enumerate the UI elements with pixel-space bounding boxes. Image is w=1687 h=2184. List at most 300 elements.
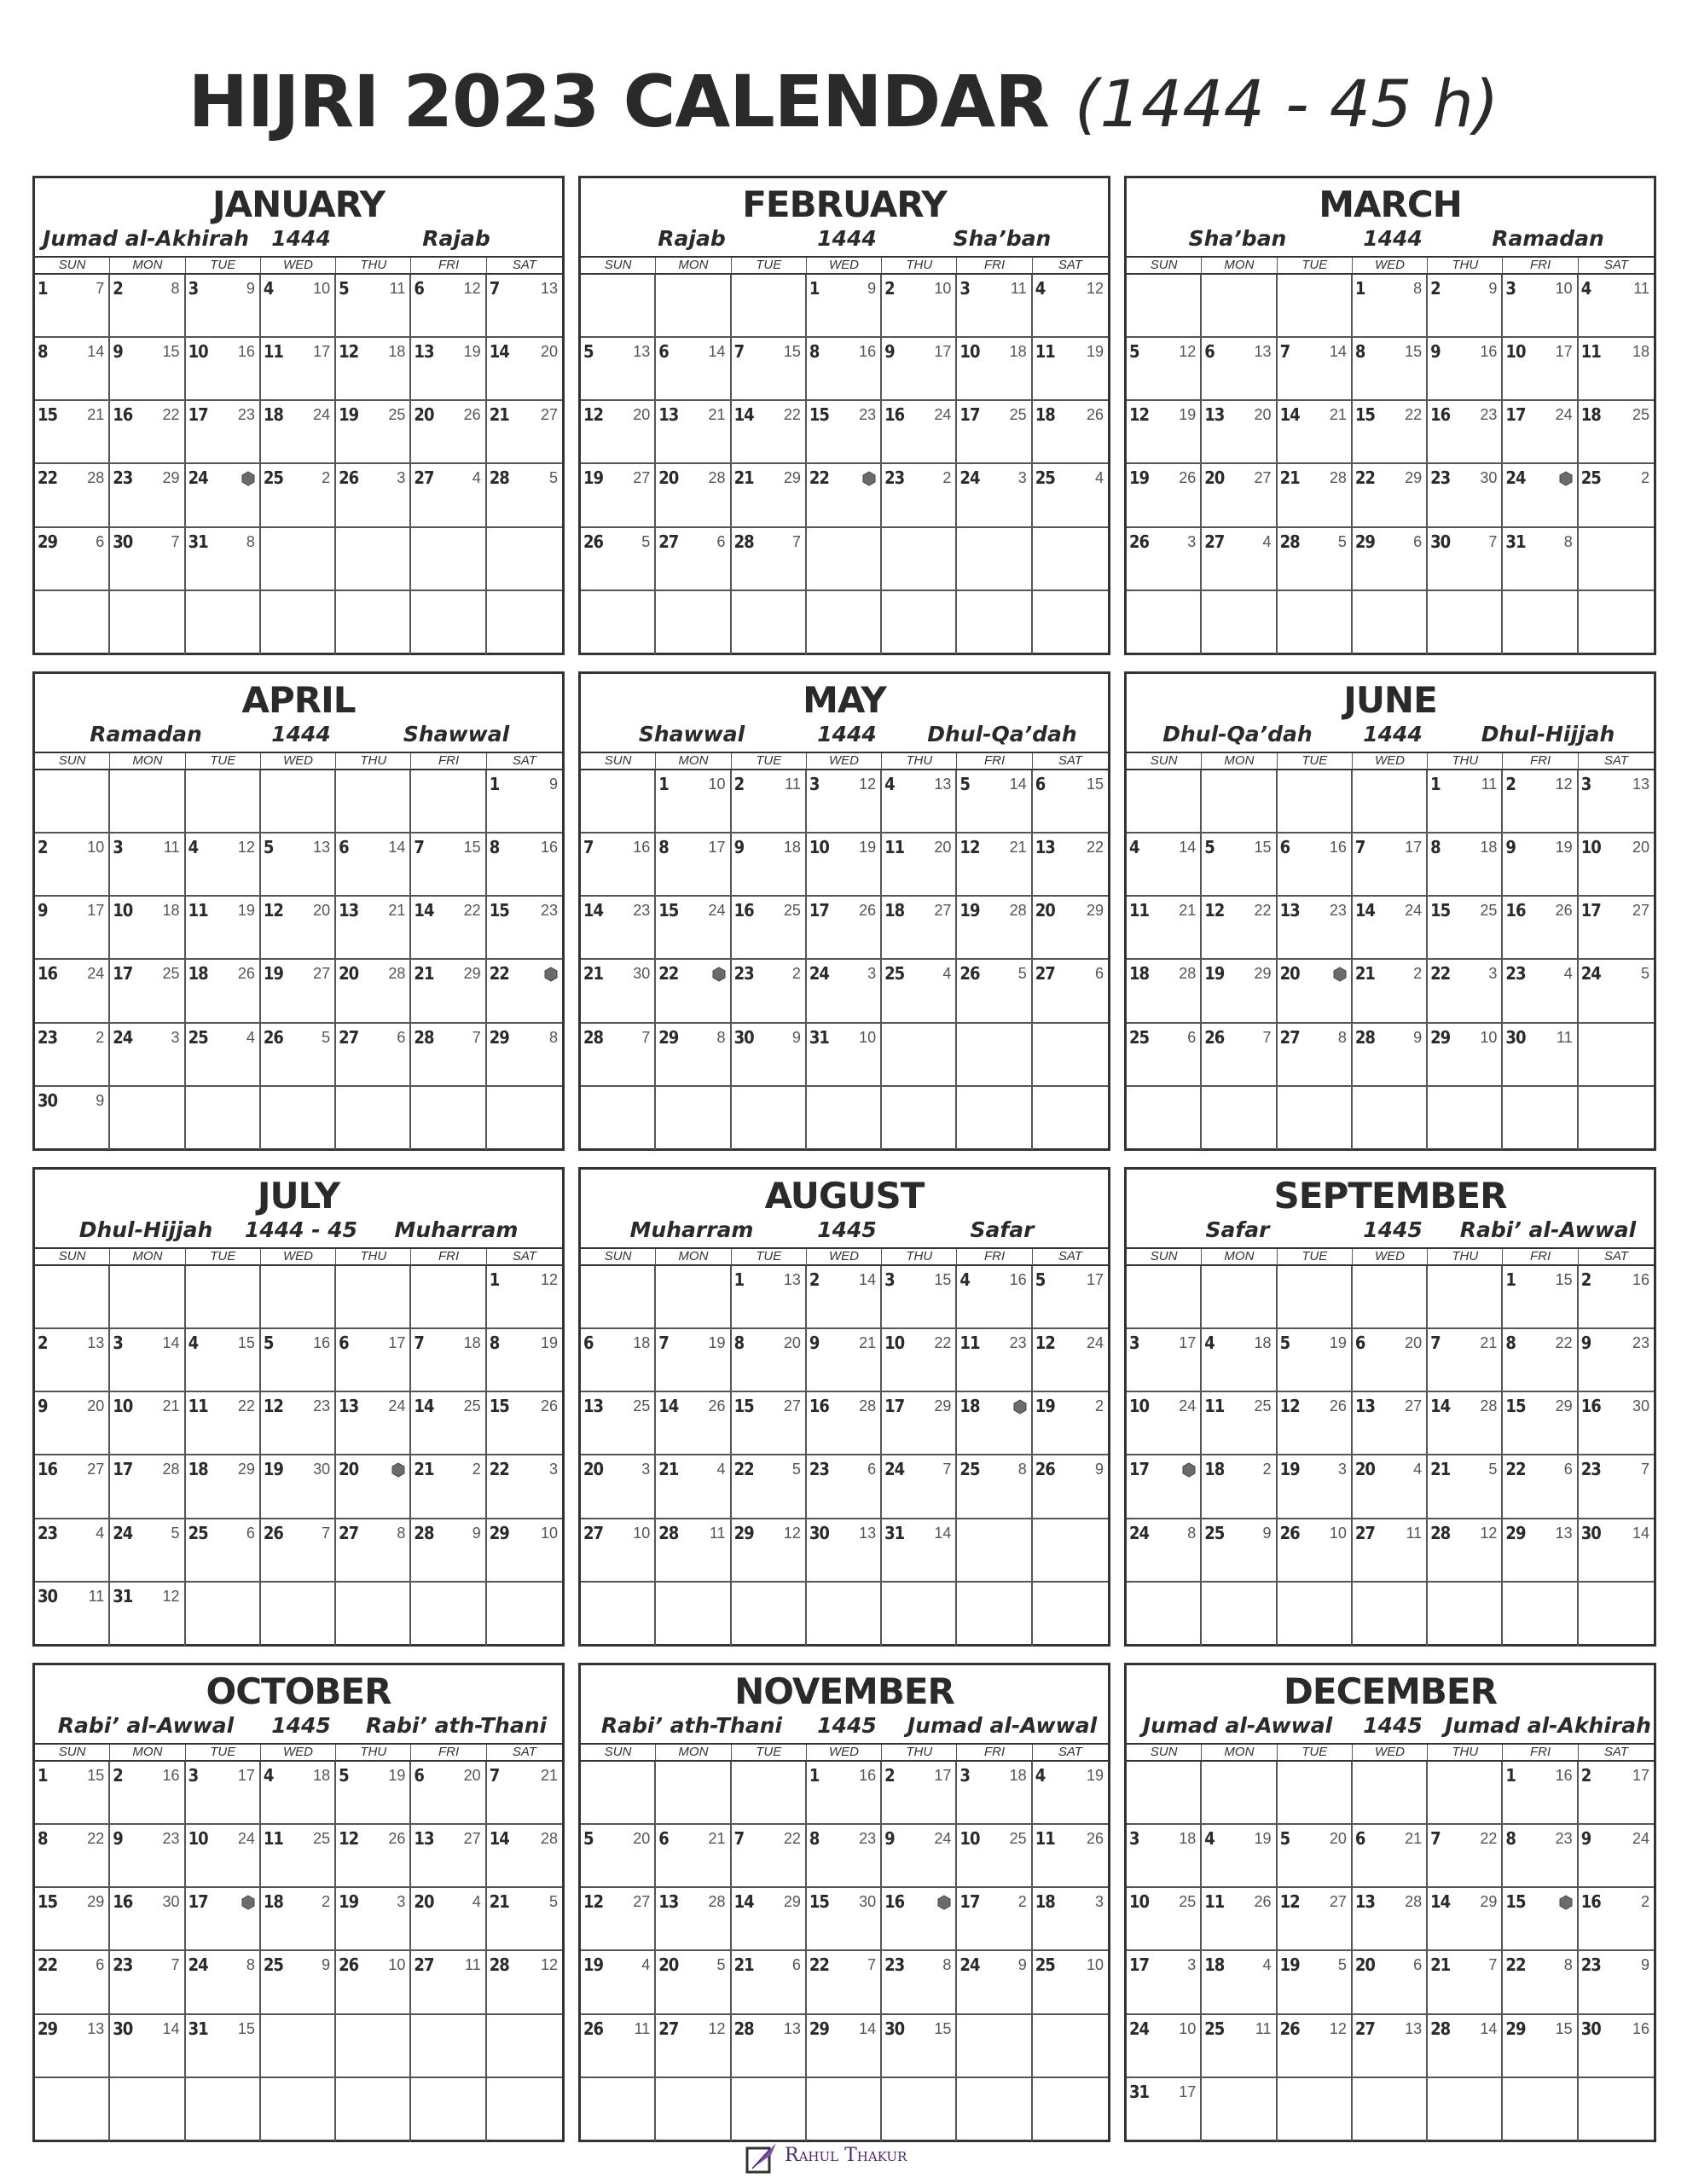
day-cell [110, 401, 185, 464]
day-cell [1503, 897, 1578, 960]
gregorian-day: 8 [489, 1333, 500, 1354]
gregorian-day: 9 [809, 1333, 820, 1354]
gregorian-day: 21 [583, 963, 604, 985]
day-cell [1353, 1024, 1428, 1087]
day-cell [882, 1762, 957, 1825]
hijri-month-end: Jumad al-Awwal [907, 1713, 1098, 1738]
day-cell [411, 1583, 486, 1646]
day-cell [807, 1888, 882, 1951]
hijri-day: 29 [783, 469, 801, 487]
day-cell [581, 1266, 656, 1329]
day-cell [336, 338, 411, 401]
hijri-day: 8 [1563, 532, 1573, 550]
day-cell [1127, 1583, 1202, 1646]
hijri-day: 7 [472, 1028, 481, 1046]
day-cell [1503, 834, 1578, 897]
hijri-day: 16 [1555, 1767, 1573, 1784]
hijri-day: 8 [1187, 1524, 1197, 1542]
day-cell [1278, 338, 1353, 401]
hijri-year: 1444 [817, 722, 877, 746]
gregorian-day: 29 [733, 1522, 754, 1543]
day-cell [186, 1762, 261, 1825]
hijri-day: 21 [162, 1397, 180, 1415]
day-cell [1579, 770, 1654, 834]
day-cell [882, 1392, 957, 1455]
day-cell [186, 2078, 261, 2141]
gregorian-day: 26 [339, 468, 359, 489]
day-cell [261, 275, 336, 338]
hijri-months-line [35, 1217, 562, 1246]
day-cell [110, 770, 185, 834]
gregorian-day: 2 [38, 837, 48, 858]
hijri-day: 10 [859, 1028, 877, 1046]
gregorian-day: 31 [884, 1522, 905, 1543]
day-cell [1503, 1024, 1578, 1087]
day-cell [1202, 1951, 1277, 2014]
gregorian-day: 12 [1204, 900, 1225, 921]
gregorian-day: 1 [489, 774, 500, 794]
hijri-day: 4 [641, 1956, 651, 1974]
weekday-header: MON [110, 1249, 185, 1266]
day-cell [186, 1392, 261, 1455]
day-cell [487, 1455, 562, 1519]
hijri-day: 29 [87, 1893, 105, 1911]
gregorian-day: 25 [1580, 468, 1601, 489]
day-cell [411, 1455, 486, 1519]
weekday-header: SAT [1033, 753, 1108, 770]
gregorian-day: 26 [263, 1026, 283, 1048]
hijri-day: 6 [716, 532, 726, 550]
gregorian-day: 8 [1505, 1828, 1516, 1850]
day-cell [1428, 1762, 1503, 1825]
hijri-day: 18 [1632, 343, 1649, 361]
day-cell [1202, 591, 1277, 654]
gregorian-day: 23 [38, 1026, 58, 1048]
day-cell [1278, 1888, 1353, 1951]
day-cell [581, 770, 656, 834]
gregorian-day: 5 [583, 341, 594, 363]
gregorian-day: 24 [1129, 2018, 1150, 2039]
hijri-day: 5 [1017, 965, 1027, 983]
hijri-day: 22 [463, 902, 481, 920]
gregorian-day: 20 [1035, 900, 1055, 921]
hijri-day: 12 [708, 2019, 726, 2037]
day-cell [1278, 1583, 1353, 1646]
hijri-day: 21 [1405, 1830, 1423, 1848]
weekday-header: WED [1353, 753, 1428, 770]
gregorian-day: 30 [884, 2018, 905, 2039]
day-cell [1579, 591, 1654, 654]
day-cell [882, 1024, 957, 1087]
hijri-months-line [1127, 1217, 1654, 1246]
day-cell [1353, 770, 1428, 834]
gregorian-day: 10 [884, 1333, 905, 1354]
gregorian-day: 11 [1129, 900, 1150, 921]
hijri-day: 6 [1413, 1956, 1423, 1974]
day-cell [186, 1888, 261, 1951]
hijri-day: 20 [540, 343, 558, 361]
gregorian-day: 13 [658, 1891, 679, 1913]
day-cell [261, 2078, 336, 2141]
hijri-day: 13 [87, 1334, 105, 1352]
day-cell [957, 1024, 1032, 1087]
day-cell [1353, 834, 1428, 897]
hijri-day: 28 [388, 965, 406, 983]
gregorian-day: 16 [884, 1891, 905, 1913]
day-cell [487, 464, 562, 527]
weekday-header: FRI [1503, 1249, 1578, 1266]
day-cell [1202, 1455, 1277, 1519]
day-cell [35, 1024, 110, 1087]
day-cell [110, 2078, 185, 2141]
hijri-month-end: Ramadan [1492, 226, 1604, 251]
hijri-day: 5 [1337, 1956, 1347, 1974]
day-cell [1202, 1825, 1277, 1888]
gregorian-day: 3 [1129, 1333, 1139, 1354]
hijri-day: 8 [942, 1956, 952, 1974]
gregorian-day: 10 [959, 1828, 980, 1850]
day-cell [35, 1266, 110, 1329]
hijri-day: 17 [388, 1334, 406, 1352]
day-cell [1353, 1455, 1428, 1519]
gregorian-day: 4 [188, 1333, 199, 1354]
day-grid [581, 1247, 1108, 1646]
hijri-day: 10 [1329, 1524, 1347, 1542]
day-cell [732, 1583, 807, 1646]
hijri-day: 5 [322, 1028, 331, 1046]
day-cell [186, 401, 261, 464]
gregorian-day: 10 [1580, 837, 1601, 858]
day-cell [35, 897, 110, 960]
day-cell [1353, 528, 1428, 591]
day-cell [1202, 2078, 1277, 2141]
gregorian-day: 24 [959, 1955, 980, 1976]
gregorian-day: 18 [1129, 963, 1150, 985]
month-december [1124, 1663, 1656, 2142]
hijri-day: 4 [472, 1893, 481, 1911]
hijri-day: 13 [1632, 775, 1649, 793]
gregorian-day: 6 [339, 837, 349, 858]
gregorian-day: 29 [1430, 1026, 1451, 1048]
day-cell [110, 1951, 185, 2014]
hijri-day: 15 [237, 1334, 255, 1352]
hijri-day: 3 [1337, 1461, 1347, 1478]
day-cell [336, 897, 411, 960]
hijri-day: 7 [1488, 1956, 1498, 1974]
day-cell [261, 1266, 336, 1329]
day-cell [581, 1888, 656, 1951]
day-cell [411, 401, 486, 464]
gregorian-day: 11 [1035, 1828, 1055, 1850]
gregorian-day: 4 [959, 1269, 970, 1290]
gregorian-day: 13 [414, 1828, 434, 1850]
gregorian-day: 2 [1580, 1765, 1591, 1786]
hijri-day: 6 [96, 532, 105, 550]
day-cell [1202, 770, 1277, 834]
day-cell [1353, 897, 1428, 960]
hijri-day: 21 [1329, 406, 1347, 424]
hijri-day: 22 [1480, 1830, 1498, 1848]
hijri-day: 12 [1179, 343, 1197, 361]
gregorian-day: 26 [263, 1522, 283, 1543]
gregorian-day: 29 [1505, 2018, 1526, 2039]
hijri-day: 16 [859, 1767, 877, 1784]
gregorian-day: 10 [113, 900, 133, 921]
day-cell [882, 1266, 957, 1329]
day-cell [1353, 1266, 1428, 1329]
hijri-day: 13 [934, 775, 952, 793]
hijri-day: 16 [313, 1334, 331, 1352]
gregorian-day: 7 [489, 278, 500, 299]
day-cell [411, 528, 486, 591]
gregorian-day: 26 [583, 531, 604, 552]
day-cell [1033, 464, 1108, 527]
hijri-day: 15 [237, 2019, 255, 2037]
day-cell [1033, 275, 1108, 338]
day-cell [1278, 1519, 1353, 1583]
day-cell [487, 1762, 562, 1825]
day-cell [1503, 770, 1578, 834]
hijri-day: 7 [942, 1461, 952, 1478]
hijri-day: 9 [791, 1028, 801, 1046]
day-cell [1428, 528, 1503, 591]
day-cell [411, 1024, 486, 1087]
day-cell [186, 1455, 261, 1519]
gregorian-day: 27 [1354, 1522, 1375, 1543]
gregorian-day: 1 [1505, 1765, 1516, 1786]
day-cell [1503, 1392, 1578, 1455]
hijri-day: 15 [162, 343, 180, 361]
day-cell [1579, 1583, 1654, 1646]
hijri-day: 25 [1179, 1893, 1197, 1911]
day-cell [1202, 528, 1277, 591]
hijri-day: 4 [1262, 1956, 1272, 1974]
gregorian-day: 27 [339, 1026, 359, 1048]
gregorian-day: 11 [263, 341, 283, 363]
gregorian-day: 7 [1430, 1828, 1441, 1850]
weekday-header: WED [261, 1249, 336, 1266]
weekday-header: SAT [1579, 1249, 1654, 1266]
gregorian-day: 4 [1204, 1333, 1215, 1354]
gregorian-day: 23 [884, 1955, 905, 1976]
gregorian-day: 12 [1279, 1396, 1300, 1417]
hijri-year: 1445 [1363, 1713, 1423, 1738]
gregorian-day: 14 [414, 1396, 434, 1417]
gregorian-day: 28 [1430, 1522, 1451, 1543]
hijri-months-line [1127, 722, 1654, 751]
hijri-day: 24 [708, 902, 726, 920]
month-name: JUNE [1343, 679, 1437, 721]
day-cell [1278, 1087, 1353, 1150]
day-cell [411, 1762, 486, 1825]
gregorian-day: 6 [414, 1765, 424, 1786]
hijri-day: 24 [237, 1830, 255, 1848]
hijri-month-end: Jumad al-Akhirah [1445, 1713, 1651, 1738]
hijri-day: 5 [171, 1524, 180, 1542]
hijri-day: 26 [237, 965, 255, 983]
hijri-day: 21 [388, 902, 406, 920]
hijri-day: 16 [1009, 1271, 1027, 1288]
day-cell [336, 1825, 411, 1888]
day-cell [732, 2015, 807, 2078]
hijri-year: 1445 [817, 1713, 877, 1738]
day-cell [1033, 528, 1108, 591]
day-cell [957, 338, 1032, 401]
day-cell [807, 275, 882, 338]
hijri-day: 14 [1329, 343, 1347, 361]
hijri-day: 25 [1009, 1830, 1027, 1848]
gregorian-day: 22 [1430, 963, 1451, 985]
day-cell [1503, 1583, 1578, 1646]
day-cell [411, 1951, 486, 2014]
day-cell [1278, 401, 1353, 464]
day-cell [35, 1455, 110, 1519]
day-cell [186, 1266, 261, 1329]
weekday-header: THU [1428, 753, 1503, 770]
gregorian-day: 24 [113, 1522, 133, 1543]
day-cell [732, 1825, 807, 1888]
weekday-header: WED [1353, 1249, 1428, 1266]
day-cell [261, 1519, 336, 1583]
hijri-day: 10 [633, 1524, 651, 1542]
day-cell [487, 2078, 562, 2141]
hijri-day: 14 [934, 1524, 952, 1542]
hijri-day: 11 [1557, 1028, 1573, 1046]
day-cell [487, 897, 562, 960]
day-cell [581, 1329, 656, 1392]
day-cell [1503, 1888, 1578, 1951]
hijri-day: 15 [1555, 1271, 1573, 1288]
hijri-day: 3 [171, 1028, 180, 1046]
day-cell [957, 1888, 1032, 1951]
day-cell [732, 897, 807, 960]
day-cell [957, 464, 1032, 527]
day-cell [1033, 1583, 1108, 1646]
day-cell [35, 2078, 110, 2141]
gregorian-day: 24 [1505, 468, 1526, 489]
month-name: DECEMBER [1284, 1670, 1497, 1712]
gregorian-day: 21 [1354, 963, 1375, 985]
hijri-day: 4 [1413, 1461, 1423, 1478]
hijri-day: 29 [463, 965, 481, 983]
day-cell [1579, 960, 1654, 1023]
hijri-day: 25 [1254, 1397, 1272, 1415]
day-cell [656, 1329, 731, 1392]
day-cell [110, 834, 185, 897]
hijri-day: 7 [171, 1956, 180, 1974]
day-cell [1579, 1825, 1654, 1888]
day-cell [110, 1392, 185, 1455]
gregorian-day: 17 [1129, 1955, 1150, 1976]
hijri-months-line [35, 722, 562, 751]
day-cell [261, 960, 336, 1023]
gregorian-day: 17 [188, 1891, 208, 1913]
weekday-header: SUN [35, 1745, 110, 1762]
gregorian-day: 12 [263, 900, 283, 921]
hijri-day: 23 [633, 902, 651, 920]
day-grid [1127, 256, 1654, 654]
day-cell [487, 528, 562, 591]
day-cell [1278, 897, 1353, 960]
gregorian-day: 31 [113, 1585, 133, 1606]
day-cell [1353, 2015, 1428, 2078]
hijri-months-line [581, 1217, 1108, 1246]
day-cell [656, 1392, 731, 1455]
day-cell [336, 275, 411, 338]
gregorian-day: 11 [1035, 341, 1055, 363]
day-cell [110, 1888, 185, 1951]
hijri-day: 25 [463, 1397, 481, 1415]
gregorian-day: 12 [339, 341, 359, 363]
day-cell [957, 897, 1032, 960]
gregorian-day: 20 [1204, 468, 1225, 489]
weekday-header: TUE [186, 1745, 261, 1762]
gregorian-day: 13 [658, 404, 679, 426]
weekday-header: SUN [581, 1249, 656, 1266]
hijri-day: 15 [783, 343, 801, 361]
weekday-header: FRI [411, 1745, 486, 1762]
day-cell [581, 834, 656, 897]
day-cell [1278, 591, 1353, 654]
hijri-day: 20 [633, 1830, 651, 1848]
day-cell [882, 834, 957, 897]
gregorian-day: 18 [1580, 404, 1601, 426]
day-cell [807, 464, 882, 527]
gregorian-day: 11 [263, 1828, 283, 1850]
gregorian-day: 16 [1430, 404, 1451, 426]
hijri-day: 7 [1488, 532, 1498, 550]
gregorian-day: 7 [1279, 341, 1290, 363]
hijri-day: 11 [88, 1587, 105, 1605]
hijri-day: 25 [633, 1397, 651, 1415]
day-cell [261, 464, 336, 527]
gregorian-day: 15 [489, 900, 509, 921]
gregorian-day: 12 [1129, 404, 1150, 426]
weekday-header: WED [261, 1745, 336, 1762]
day-cell [1353, 1825, 1428, 1888]
day-cell [110, 1024, 185, 1087]
gregorian-day: 16 [38, 1459, 58, 1480]
day-cell [186, 338, 261, 401]
hijri-day: 8 [1563, 1956, 1573, 1974]
day-cell [656, 275, 731, 338]
hijri-day: 25 [388, 406, 406, 424]
day-cell [411, 2078, 486, 2141]
hijri-day: 22 [1555, 1334, 1573, 1352]
hijri-day: 17 [708, 839, 726, 857]
day-cell [1503, 960, 1578, 1023]
hijri-day: 14 [1009, 775, 1027, 793]
hijri-day: 19 [1179, 406, 1197, 424]
gregorian-day: 23 [1505, 963, 1526, 985]
hijri-day: 28 [708, 469, 726, 487]
gregorian-day: 11 [1204, 1396, 1225, 1417]
gregorian-day: 24 [113, 1026, 133, 1048]
weekday-header: SAT [1579, 1745, 1654, 1762]
weekday-header: MON [110, 258, 185, 275]
weekday-header: SAT [1033, 1249, 1108, 1266]
weekday-header: TUE [732, 258, 807, 275]
hijri-day: 27 [463, 1830, 481, 1848]
hijri-day: 19 [237, 902, 255, 920]
day-cell [1278, 1762, 1353, 1825]
gregorian-day: 6 [658, 1828, 669, 1850]
month-july [32, 1167, 565, 1647]
hijri-day: 2 [96, 1028, 105, 1046]
hijri-day: 12 [463, 280, 481, 297]
day-cell [487, 401, 562, 464]
day-cell [882, 1583, 957, 1646]
